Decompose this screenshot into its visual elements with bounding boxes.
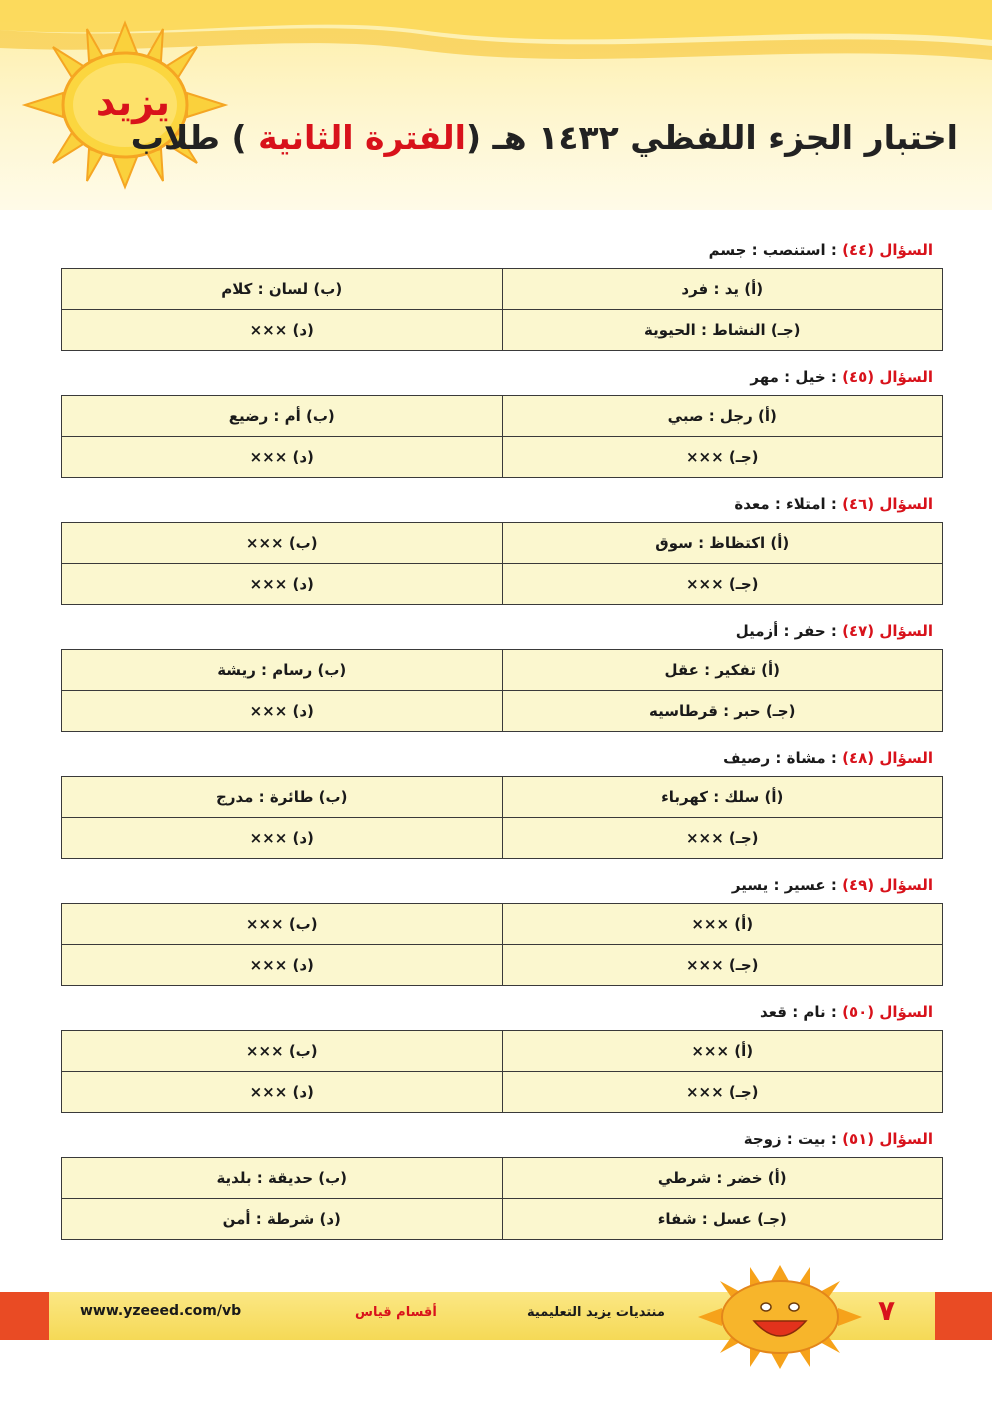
option-a[interactable]: (أ) ××× xyxy=(502,904,943,945)
option-a[interactable]: (أ) خضر : شرطي xyxy=(502,1158,943,1199)
question-header xyxy=(61,361,943,395)
option-c[interactable]: (جـ) ××× xyxy=(502,1072,943,1113)
title-part2: ) طلاب xyxy=(130,118,259,157)
question-label: السؤال xyxy=(879,1003,933,1021)
question-label: السؤال xyxy=(879,368,933,386)
option-c[interactable]: (جـ) عسل : شفاء xyxy=(502,1199,943,1240)
option-b[interactable]: (ب) حديقة : بلدية xyxy=(62,1158,503,1199)
option-d[interactable]: (د) ××× xyxy=(62,691,503,732)
option-b[interactable]: (ب) رسام : ريشة xyxy=(62,650,503,691)
question-header xyxy=(61,615,943,649)
options-table xyxy=(61,268,943,351)
question-stem: : حفر : أزميل xyxy=(735,622,837,640)
option-a[interactable]: (أ) ××× xyxy=(502,1031,943,1072)
options-table xyxy=(61,1157,943,1240)
options-table xyxy=(61,776,943,859)
option-a[interactable]: (أ) اكتظاظ : سوق xyxy=(502,523,943,564)
question-number: (٤٨) xyxy=(842,749,875,767)
page-header xyxy=(0,0,992,210)
question-header xyxy=(61,234,943,268)
option-d[interactable]: (د) ××× xyxy=(62,1072,503,1113)
option-d[interactable]: (د) ××× xyxy=(62,437,503,478)
question-number: (٤٦) xyxy=(842,495,875,513)
footer-forum-name: منتديات يزيد التعليمية xyxy=(527,1305,665,1320)
question-stem: : بيت : زوجة xyxy=(743,1130,837,1148)
option-a[interactable]: (أ) رجل : صبي xyxy=(502,396,943,437)
options-table xyxy=(61,649,943,732)
option-a[interactable]: (أ) سلك : كهرباء xyxy=(502,777,943,818)
question-header xyxy=(61,996,943,1030)
questions-list xyxy=(61,234,943,1250)
option-c[interactable]: (جـ) ××× xyxy=(502,564,943,605)
question-label: السؤال xyxy=(879,241,933,259)
question-stem: : خيل : مهر xyxy=(750,368,837,386)
options-table xyxy=(61,903,943,986)
page-title xyxy=(131,118,958,157)
logo-text: يزيد xyxy=(95,80,171,124)
option-c[interactable]: (جـ) حبر : قرطاسيه xyxy=(502,691,943,732)
question-header xyxy=(61,742,943,776)
option-b[interactable]: (ب) طائرة : مدرج xyxy=(62,777,503,818)
options-table xyxy=(61,1030,943,1113)
question-label: السؤال xyxy=(879,1130,933,1148)
title-highlight: الفترة الثانية xyxy=(258,118,466,157)
option-d[interactable]: (د) ××× xyxy=(62,310,503,351)
question-label: السؤال xyxy=(879,876,933,894)
footer-url-link[interactable]: www.yzeeed.com/vb xyxy=(80,1303,242,1319)
question-header xyxy=(61,869,943,903)
question-47 xyxy=(61,615,943,732)
option-b[interactable]: (ب) ××× xyxy=(62,1031,503,1072)
option-b[interactable]: (ب) ××× xyxy=(62,523,503,564)
question-44 xyxy=(61,234,943,351)
question-label: السؤال xyxy=(879,749,933,767)
option-d[interactable]: (د) شرطة : أمن xyxy=(62,1199,503,1240)
question-number: (٥١) xyxy=(842,1130,875,1148)
option-c[interactable]: (جـ) النشاط : الحيوية xyxy=(502,310,943,351)
option-c[interactable]: (جـ) ××× xyxy=(502,818,943,859)
question-number: (٤٥) xyxy=(842,368,875,386)
title-part1: اختبار الجزء اللفظي ١٤٣٢ هـ ( xyxy=(465,118,958,157)
question-stem: : مشاة : رصيف xyxy=(723,749,837,767)
option-d[interactable]: (د) ××× xyxy=(62,564,503,605)
option-a[interactable]: (أ) يد : فرد xyxy=(502,269,943,310)
footer-section: أقسام قياس xyxy=(355,1305,437,1320)
option-b[interactable]: (ب) ××× xyxy=(62,904,503,945)
question-header xyxy=(61,1123,943,1157)
question-50 xyxy=(61,996,943,1113)
question-45 xyxy=(61,361,943,478)
question-header xyxy=(61,488,943,522)
question-stem: : نام : قعد xyxy=(760,1003,837,1021)
page-number: ٧ xyxy=(878,1294,896,1327)
question-number: (٥٠) xyxy=(842,1003,875,1021)
smiling-sun-icon xyxy=(695,1265,865,1370)
option-c[interactable]: (جـ) ××× xyxy=(502,437,943,478)
question-46 xyxy=(61,488,943,605)
option-d[interactable]: (د) ××× xyxy=(62,818,503,859)
question-label: السؤال xyxy=(879,622,933,640)
options-table xyxy=(61,522,943,605)
question-label: السؤال xyxy=(879,495,933,513)
question-number: (٤٤) xyxy=(842,241,875,259)
option-c[interactable]: (جـ) ××× xyxy=(502,945,943,986)
option-a[interactable]: (أ) تفكير : عقل xyxy=(502,650,943,691)
question-48 xyxy=(61,742,943,859)
question-number: (٤٧) xyxy=(842,622,875,640)
option-b[interactable]: (ب) أم : رضيع xyxy=(62,396,503,437)
question-49 xyxy=(61,869,943,986)
option-d[interactable]: (د) ××× xyxy=(62,945,503,986)
question-51 xyxy=(61,1123,943,1240)
option-b[interactable]: (ب) لسان : كلام xyxy=(62,269,503,310)
question-stem: : امتلاء : معدة xyxy=(734,495,837,513)
options-table xyxy=(61,395,943,478)
question-stem: : استنصب : جسم xyxy=(708,241,837,259)
question-number: (٤٩) xyxy=(842,876,875,894)
question-stem: : عسير : يسير xyxy=(731,876,837,894)
